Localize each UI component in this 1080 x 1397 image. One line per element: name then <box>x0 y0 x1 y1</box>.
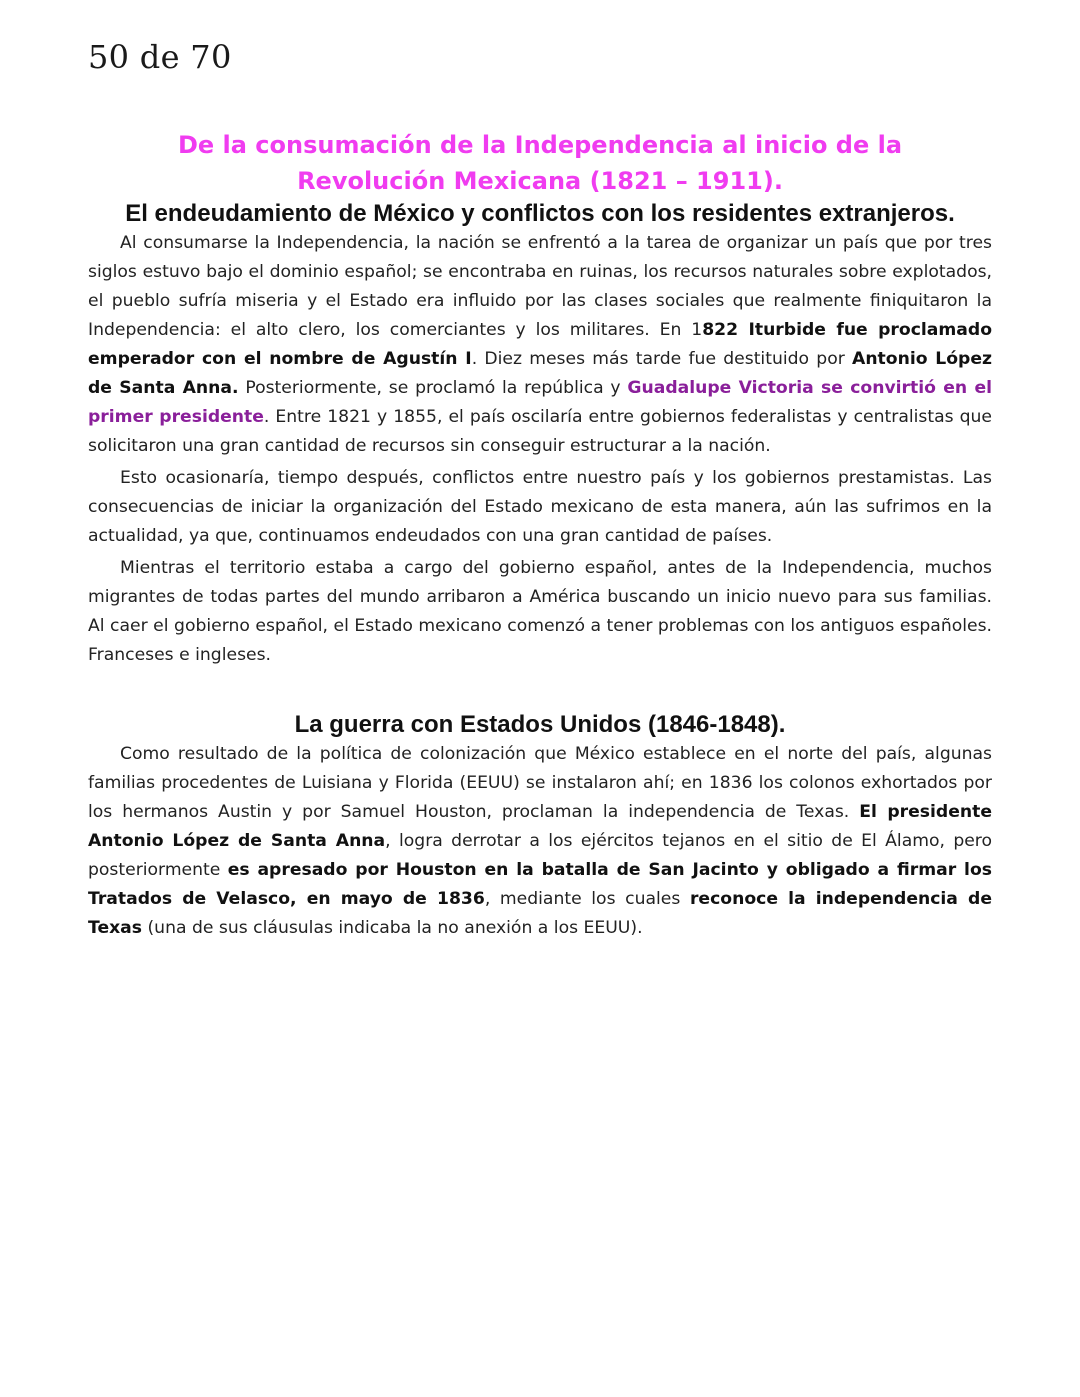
bold-san-jacinto: es apresado por Houston en la batalla de San Jacinto y obligado a firmar los Tratados de Velasco, en mayo de 1836 <box>88 860 992 909</box>
page-counter: 50 de 70 <box>88 38 232 76</box>
bold-iturbide: 822 Iturbide fue proclamado emperador con el nombre de Agustín I <box>88 320 992 369</box>
text-span: . Entre 1821 y 1855, el país oscilaría entre gobiernos federalistas y centralistas que solicitaron una gran cantidad de recursos sin conseguir estructurar a la nación. <box>88 407 993 456</box>
text-span: . Diez meses más tarde fue destituido por <box>471 349 853 369</box>
text-span: , logra derrotar a los ejércitos tejanos en el sitio de El Álamo, pero posteriormente <box>88 831 993 880</box>
highlight-guadalupe-victoria: Guadalupe Victoria se convirtió en el primer presidente <box>88 378 993 427</box>
text-span: (una de sus cláusulas indicaba la no anexión a los EEUU). <box>142 918 643 938</box>
text-span: Posteriormente, se proclamó la república y <box>238 378 628 398</box>
paragraph-texas <box>88 740 992 943</box>
section-heading-debt: El endeudamiento de México y conflictos con los residentes extranjeros. <box>125 200 955 227</box>
page-title: De la consumación de la Independencia al inicio de la Revolución Mexicana (1821 – 1911). <box>177 131 903 195</box>
page-content <box>88 127 992 946</box>
section-heading-war: La guerra con Estados Unidos (1846-1848). <box>294 711 786 738</box>
bold-president-santa-anna: El presidente Antonio López de Santa Anna <box>88 802 992 851</box>
text-span: Como resultado de la política de colonización que México establece en el norte del país, algunas familias procedentes de Luisiana y Florida (EEUU) se instalaron ahí; en 1836 los colonos exhortados por los hermanos Austin y por Samuel Houston, proclaman la independencia de Texas. <box>88 744 992 822</box>
paragraph-independence <box>88 229 992 461</box>
paragraph-migrants: Mientras el territorio estaba a cargo del gobierno español, antes de la Independencia, muchos migrantes de todas partes del mundo arribaron a América buscando un inicio nuevo para sus familias. Al caer el gobierno español, el Estado mexicano comenzó a tener problemas con los antiguos españoles. Franceses e ingleses. <box>88 558 992 665</box>
paragraph-consequences: Esto ocasionaría, tiempo después, conflictos entre nuestro país y los gobiernos prestamistas. Las consecuencias de iniciar la organización del Estado mexicano de esta manera, aún las sufrimos en la actualidad, ya que, continuamos endeudados con una gran cantidad de países. <box>88 468 992 546</box>
bold-texas-independence: reconoce la independencia de Texas <box>88 889 993 938</box>
text-span: , mediante los cuales <box>484 889 690 909</box>
bold-santa-anna: Antonio López de Santa Anna. <box>88 349 992 398</box>
text-span: Al consumarse la Independencia, la nación se enfrentó a la tarea de organizar un país que por tres siglos estuvo bajo el dominio español; se encontraba en ruinas, los recursos naturales sobre explotados, el pueblo sufría miseria y el Estado era influido por las clases sociales que realmente finiquitaron la Independencia: el alto clero, los comerciantes y los militares. En 1 <box>88 233 992 340</box>
